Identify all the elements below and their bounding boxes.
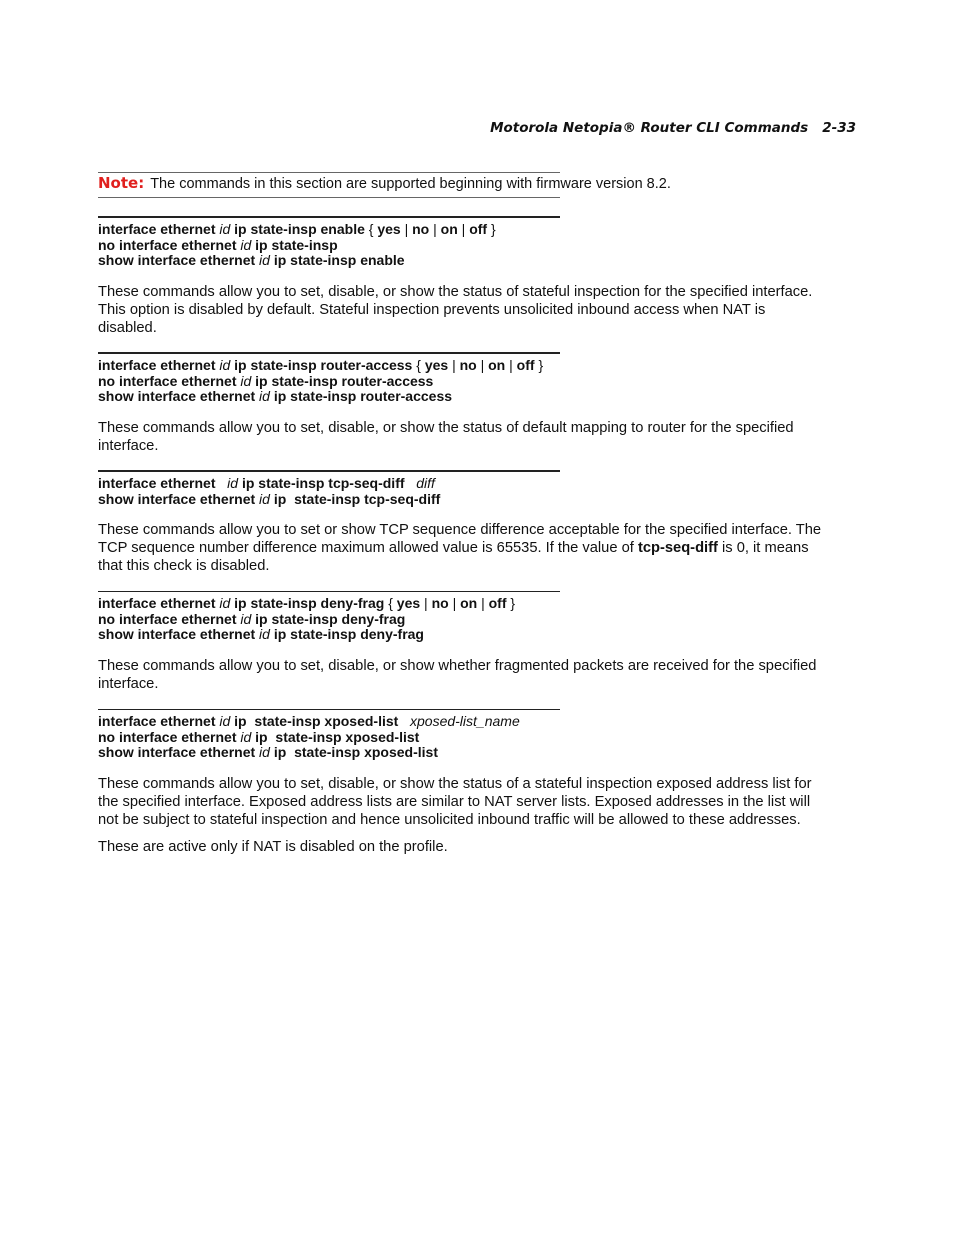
command-line: show interface ethernet id ip state-insp deny-frag — [98, 626, 424, 643]
command-line: show interface ethernet id ip state-insp tcp-seq-diff — [98, 490, 441, 507]
description-paragraph: These commands allow you to set or show TCP sequence difference acceptable for the specified interface. The TCP sequence number difference maximum allowed value is 65535. If the value of tcp-seq-diff is 0, it means that this check is disabled. — [98, 522, 822, 574]
section-rule — [98, 470, 560, 472]
command-syntax-block — [98, 222, 496, 269]
command-line: no interface ethernet id ip state-insp router-access — [98, 372, 434, 389]
description-paragraph: These commands allow you to set, disable, or show the status of default mapping to router for the specified interface. — [98, 420, 794, 454]
note-label: Note: — [98, 174, 145, 192]
command-line: show interface ethernet id ip state-insp xposed-list — [98, 744, 438, 761]
description-paragraph: These commands allow you to set, disable, or show the status of a stateful inspection exposed address list for the specified interface. Exposed address lists are similar to NAT server lists. Exposed addresses in the list will not be subject to stateful inspection and hence unsolicited inbound traffic will be allowed to these addresses. — [98, 776, 812, 828]
command-line: interface ethernet id ip state-insp router-access { yes | no | on | off } — [98, 357, 544, 373]
command-line: interface ethernet id ip state-insp enable { yes | no | on | off } — [98, 221, 496, 237]
section-rule — [98, 709, 560, 710]
command-line: interface ethernet id ip state-insp xposed-list xposed-list_name — [98, 713, 520, 729]
section-rule — [98, 591, 560, 592]
command-line: show interface ethernet id ip state-insp enable — [98, 252, 405, 269]
command-line: no interface ethernet id ip state-insp xposed-list — [98, 728, 420, 745]
section-rule — [98, 216, 560, 218]
section-rule — [98, 352, 560, 354]
note-top-rule — [98, 172, 560, 173]
note-text: The commands in this section are supported beginning with firmware version 8.2. — [150, 176, 671, 192]
description-paragraph: These commands allow you to set, disable, or show the status of stateful inspection for the specified interface. This option is disabled by default. Stateful inspection prevents unsolicited inbound access when NAT is disabled. — [98, 284, 813, 336]
command-line: no interface ethernet id ip state-insp — [98, 236, 338, 253]
command-syntax-block — [98, 714, 520, 761]
description-paragraph: These are active only if NAT is disabled on the profile. — [98, 839, 448, 855]
command-line: interface ethernet id ip state-insp deny-frag { yes | no | on | off } — [98, 595, 516, 611]
page-number: 2-33 — [822, 120, 856, 136]
description-paragraph: These commands allow you to set, disable, or show whether fragmented packets are received for the specified interface. — [98, 658, 817, 692]
command-line: interface ethernet id ip state-insp tcp-seq-diff diff — [98, 475, 435, 491]
command-syntax-block — [98, 358, 543, 405]
running-header — [490, 120, 856, 136]
note-bottom-rule — [98, 197, 560, 198]
command-syntax-block — [98, 596, 515, 643]
note — [98, 174, 671, 192]
header-title: Motorola Netopia® Router CLI Commands — [490, 120, 809, 136]
command-line: show interface ethernet id ip state-insp router-access — [98, 388, 453, 405]
command-syntax-block — [98, 476, 440, 507]
command-line: no interface ethernet id ip state-insp deny-frag — [98, 610, 406, 627]
